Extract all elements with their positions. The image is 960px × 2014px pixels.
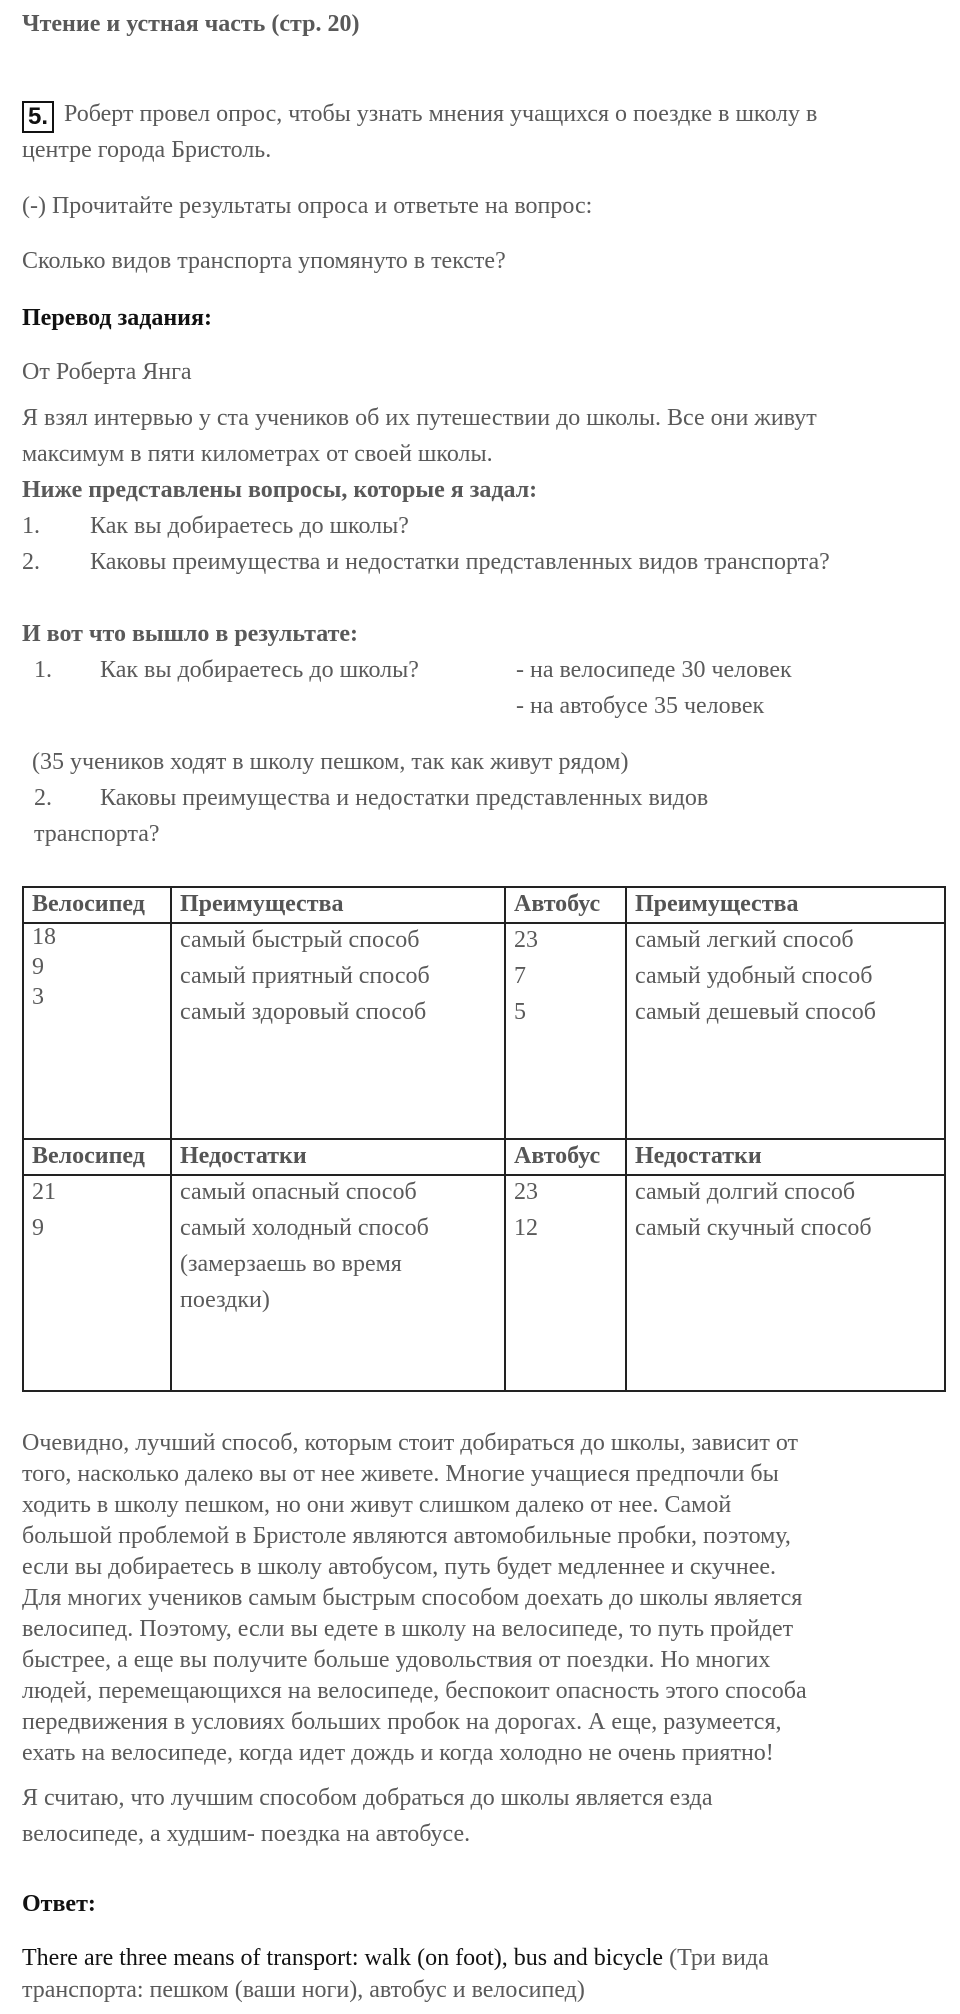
bike-disadvantage-counts [32,1174,56,1246]
item: самый приятный способ [180,963,430,989]
paragraph-line: большой проблемой в Бристоле являются автомобильные пробки, поэтому, [22,1523,791,1549]
paragraph-line: ехать на велосипеде, когда идет дождь и когда холодно не очень приятно! [22,1740,774,1766]
header-advantages: Преимущества [180,891,344,917]
table-row-divider [24,1138,944,1140]
result-2-text-cont: транспорта? [34,821,160,847]
paragraph-line: быстрее, а еще вы получите больше удовольствия от поездки. Но многих [22,1647,771,1673]
answer-english: There are three means of transport: walk (on foot), bus and bicycle [22,1945,664,1971]
questions-heading: Ниже представлены вопросы, которые я задал: [22,477,538,503]
translation-intro-1: Я взял интервью у ста учеников об их путешествии до школы. Все они живут [22,405,817,431]
result-1-num: 1. [34,657,52,683]
answer-translation: (Три вида [669,1945,769,1971]
count: 23 [514,927,538,953]
count: 9 [32,1215,44,1241]
paragraph-line: ходить в школу пешком, но они живут слишком далеко от нее. Самой [22,1492,732,1518]
header-advantages: Преимущества [635,891,799,917]
task-number-badge: 5. [22,101,54,133]
result-1-answer-bus: - на автобусе 35 человек [516,693,765,719]
answer-heading: Ответ: [22,1891,96,1917]
result-1-text: Как вы добираетесь до школы? [100,657,419,683]
item: самый опасный способ [180,1179,417,1205]
header-bicycle: Велосипед [32,891,145,917]
result-1-answer-bike: - на велосипеде 30 человек [516,657,792,683]
result-2-text: Каковы преимущества и недостатки представленных видов [100,785,709,811]
task-question: Сколько видов транспорта упомянуто в тексте? [22,248,506,274]
bus-disadvantage-counts [514,1174,538,1246]
count: 23 [514,1179,538,1205]
paragraph-line: если вы добираетесь в школу автобусом, путь будет медленнее и скучнее. [22,1554,777,1580]
walk-note: (35 учеников ходят в школу пешком, так как живут рядом) [32,749,629,775]
item: (замерзаешь во время [180,1251,402,1277]
question-num-1: 1. [22,513,40,539]
result-2-num: 2. [34,785,52,811]
opinion-line-1: Я считаю, что лучшим способом добраться до школы является езда [22,1785,713,1811]
survey-table [22,886,946,1392]
answer-line-2: транспорта: пешком (ваши ноги), автобус и велосипед) [22,1977,585,2003]
question-text-1: Как вы добираетесь до школы? [90,513,409,539]
item: самый дешевый способ [635,999,877,1025]
translation-heading: Перевод задания: [22,305,212,331]
header-disadvantages: Недостатки [635,1143,762,1169]
count: 18 [32,924,56,950]
bike-disadvantage-items [180,1174,429,1318]
item: самый удобный способ [635,963,873,989]
paragraph-line: передвижения в условиях больших пробок на дорогах. А еще, разумеется, [22,1709,782,1735]
bus-advantage-counts [514,922,538,1030]
task-text: Роберт провел опрос, чтобы узнать мнения учащихся о поездке в школу в [64,101,818,127]
paragraph-line: велосипед. Поэтому, если вы едете в школу на велосипеде, то путь пройдет [22,1616,794,1642]
page-title: Чтение и устная часть (стр. 20) [22,11,360,37]
item: самый здоровый способ [180,999,427,1025]
paragraph-line: людей, перемещающихся на велосипеде, беспокоит опасность этого способа [22,1678,807,1704]
question-num-2: 2. [22,549,40,575]
item: самый скучный способ [635,1215,872,1241]
header-bus: Автобус [514,891,601,917]
paragraph-line: Для многих учеников самым быстрым способом доехать до школы является [22,1585,803,1611]
count: 21 [32,1179,56,1205]
item: самый легкий способ [635,927,854,953]
item: поездки) [180,1287,270,1313]
conclusion-paragraph [22,1428,922,1769]
answer-line-1 [22,1940,769,1976]
translation-from: От Роберта Янга [22,359,192,385]
count: 3 [32,984,44,1010]
count: 5 [514,999,526,1025]
item: самый долгий способ [635,1179,856,1205]
task-instruction: (-) Прочитайте результаты опроса и ответьте на вопрос: [22,193,593,219]
task-line-1 [22,96,817,133]
header-bicycle: Велосипед [32,1143,145,1169]
bike-advantage-counts [32,922,56,1012]
count: 7 [514,963,526,989]
paragraph-line: Очевидно, лучший способ, которым стоит добираться до школы, зависит от [22,1430,799,1456]
bus-advantage-items [635,922,876,1030]
bike-advantage-items [180,922,430,1030]
bus-disadvantage-items [635,1174,872,1246]
task-line-2: центре города Бристоль. [22,137,272,163]
item: самый быстрый способ [180,927,420,953]
paragraph-line: того, насколько далеко вы от нее живете. Многие учащиеся предпочли бы [22,1461,779,1487]
results-heading: И вот что вышло в результате: [22,621,359,647]
question-text-2: Каковы преимущества и недостатки представленных видов транспорта? [90,549,830,575]
header-bus: Автобус [514,1143,601,1169]
item: самый холодный способ [180,1215,429,1241]
count: 12 [514,1215,538,1241]
opinion-line-2: велосипеде, а худшим- поездка на автобусе. [22,1821,471,1847]
translation-intro-2: максимум в пяти километрах от своей школы. [22,441,493,467]
count: 9 [32,954,44,980]
header-disadvantages: Недостатки [180,1143,307,1169]
